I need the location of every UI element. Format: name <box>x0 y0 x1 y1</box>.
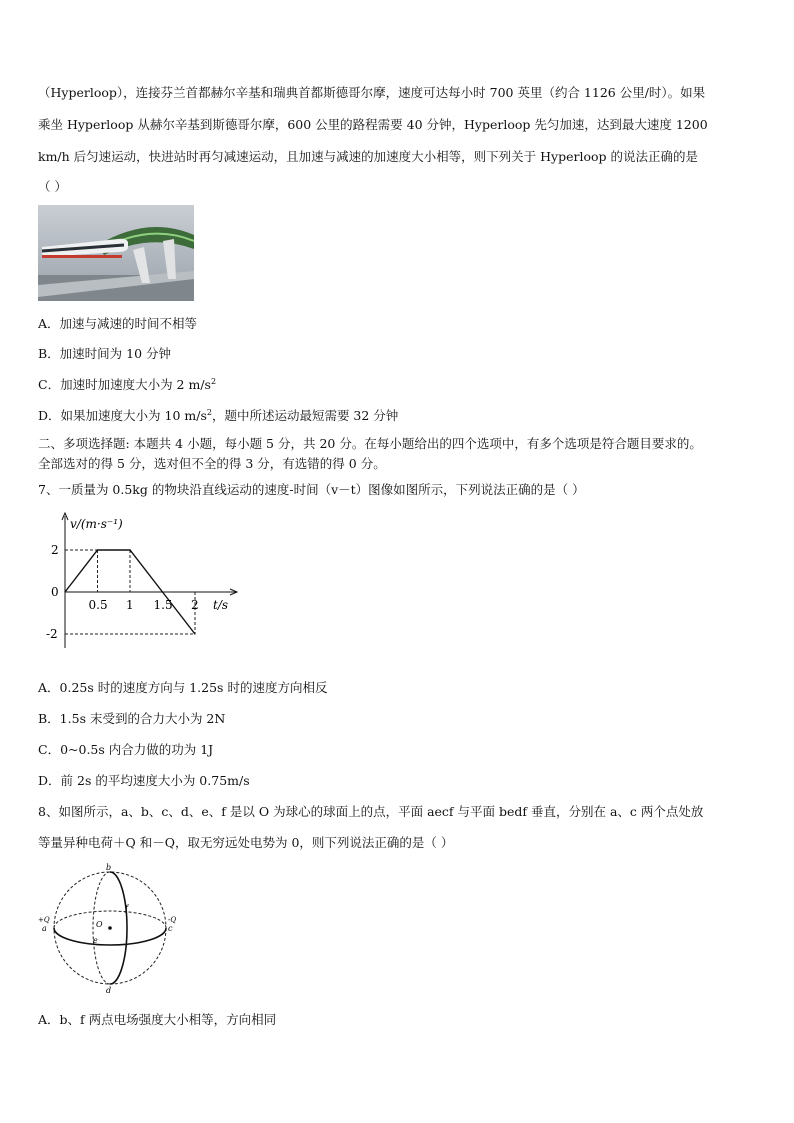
x-tick-label: 1 <box>126 598 134 612</box>
label-e: e <box>93 936 98 945</box>
vt-graph <box>40 508 245 653</box>
q6-option-b: B．加速时间为 10 分钟 <box>38 346 172 361</box>
label-o: O <box>96 920 103 929</box>
y-tick-label: 0 <box>51 585 59 599</box>
hyperloop-photo <box>38 205 194 301</box>
label-f: f <box>125 904 128 913</box>
q7-option-a: A．0.25s 时的速度方向与 1.25s 时的速度方向相反 <box>38 680 328 695</box>
q7-stem: 7、一质量为 0.5kg 的物块沿直线运动的速度-时间（v－t）图像如图所示，下列说法正确的是（ ） <box>38 482 585 497</box>
label-a: a <box>42 924 47 933</box>
label-b: b <box>106 863 112 872</box>
section2-line-2: 全部选对的得 5 分，选对但不全的得 3 分，有选错的得 0 分。 <box>38 456 386 471</box>
q7-option-c: C．0~0.5s 内合力做的功为 1J <box>38 742 214 757</box>
sphere-diagram <box>34 860 184 996</box>
section2-line-1: 二、多项选择题: 本题共 4 小题，每小题 5 分，共 20 分。在每小题给出的四个选项中，有多个选项是符合题目要求的。 <box>38 436 702 451</box>
label-d: d <box>106 986 112 995</box>
q6-line-1: （Hyperloop），连接芬兰首都赫尔辛基和瑞典首都斯德哥尔摩，速度可达每小时 700 英里（约合 1126 公里/时）。如果 <box>38 85 706 100</box>
q6-option-d <box>38 406 398 424</box>
q7-option-b: B．1.5s 末受到的合力大小为 2N <box>38 711 226 726</box>
y-tick-label: -2 <box>46 627 58 641</box>
q6-line-3: km/h 后匀速运动，快进站时再匀减速运动，且加速与减速的加速度大小相等，则下列关于 Hyperloop 的说法正确的是 <box>38 149 698 164</box>
q6-option-d-text: D．如果加速度大小为 10 m/s <box>38 408 207 423</box>
q8-option-a: A．b、f 两点电场强度大小相等，方向相同 <box>38 1012 277 1027</box>
q6-option-c-text: C．加速时加速度大小为 2 m/s <box>38 377 211 392</box>
label-minus-q: -Q <box>168 916 177 924</box>
y-tick-label: 2 <box>51 543 59 557</box>
data-point <box>129 549 130 550</box>
y-axis-label: v/(m·s⁻¹) <box>70 517 123 531</box>
q6-option-a: A．加速与减速的时间不相等 <box>38 316 198 331</box>
q6-option-d-exponent: 2 <box>206 407 212 417</box>
q6-option-d-tail: ，题中所述运动最短需要 32 分钟 <box>211 408 399 423</box>
x-tick-label: 0.5 <box>88 598 108 612</box>
label-plus-q: +Q <box>38 916 50 924</box>
q6-line-4: （ ） <box>38 179 67 194</box>
x-tick-label: 1.5 <box>153 598 173 612</box>
data-point <box>97 549 98 550</box>
q8-line-1: 8、如图所示，a、b、c、d、e、f 是以 O 为球心的球面上的点，平面 aecf 与平面 bedf 垂直，分别在 a、c 两个点处放 <box>38 804 704 819</box>
x-axis-label: t/s <box>213 598 229 612</box>
q6-line-2: 乘坐 Hyperloop 从赫尔辛基到斯德哥尔摩，600 公里的路程需要 40 分钟，Hyperloop 先匀加速，达到最大速度 1200 <box>38 117 708 132</box>
data-point <box>194 633 195 634</box>
q6-option-c <box>38 375 216 393</box>
label-c: c <box>168 924 173 933</box>
q8-line-2: 等量异种电荷＋Q 和－Q，取无穷远处电势为 0，则下列说法正确的是（ ） <box>38 835 454 850</box>
data-point <box>162 591 163 592</box>
data-point <box>64 591 65 592</box>
q6-option-c-exponent: 2 <box>210 376 217 386</box>
q7-option-d: D．前 2s 的平均速度大小为 0.75m/s <box>38 773 250 788</box>
x-tick-label: 2 <box>191 598 199 612</box>
